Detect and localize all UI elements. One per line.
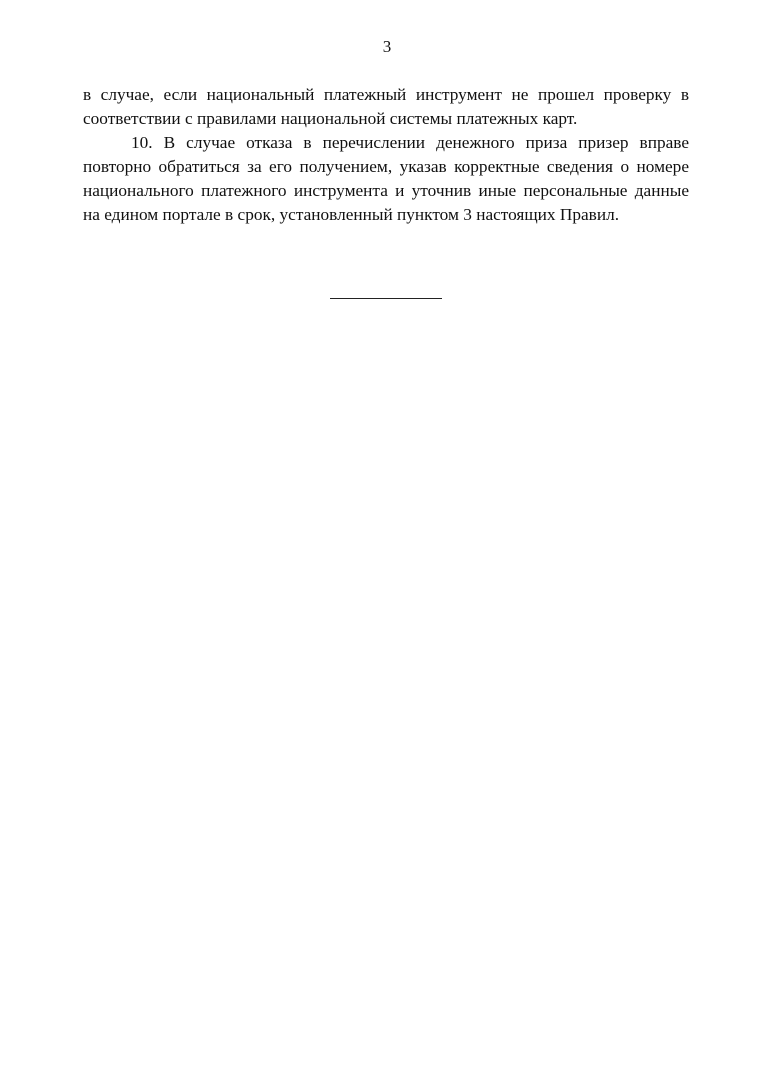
page-number: 3 xyxy=(382,37,392,56)
document-body xyxy=(83,83,689,227)
paragraph-continuation: в случае, если национальный платежный инструмент не прошел проверку в соответствии с правилами национальной системы платежных карт. xyxy=(83,85,689,128)
end-of-document-rule xyxy=(330,298,442,299)
paragraph-item-10: 10. В случае отказа в перечислении денежного приза призер вправе повторно обратиться за его получением, указав корректные сведения о номере национального платежного инструмента и уточнив иные персональные данные на едином портале в срок, установленный пунктом 3 настоящих Правил. xyxy=(83,133,689,224)
